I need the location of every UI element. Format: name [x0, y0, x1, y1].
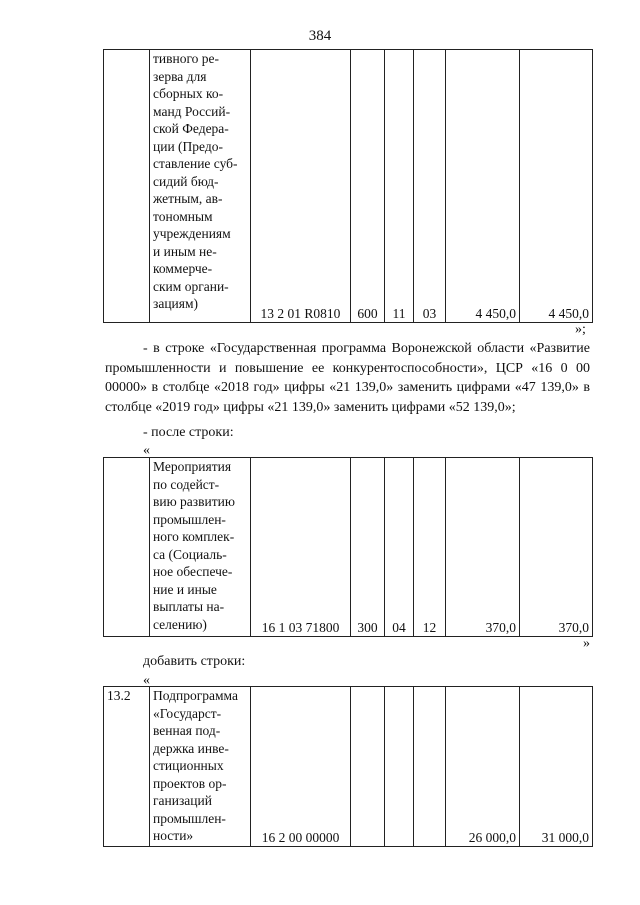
table-row: [104, 50, 593, 323]
paragraph-replace-figures: [105, 339, 590, 417]
amount-2018-cell: 370,0: [446, 458, 520, 637]
budget-table-3: [103, 686, 593, 847]
budget-table-2: [103, 457, 593, 637]
table-row: [104, 458, 593, 637]
rz-cell: 04: [385, 458, 414, 637]
amount-2019-cell: 4 450,0: [520, 50, 593, 323]
item-name-cell: тивного ре- зерва для сборных ко- манд Россий- ской Федера- ции (Предо- ставление суб- сидий бюд- жетным, ав- тономным учреждениям и иным не- коммерче- ским органи- зациям): [150, 50, 251, 323]
after-row-label: - после строки:: [143, 425, 234, 440]
vr-cell: 600: [351, 50, 385, 323]
csr-cell: 13 2 01 R0810: [251, 50, 351, 323]
csr-cell: 16 1 03 71800: [251, 458, 351, 637]
opening-quote: «: [143, 673, 150, 688]
closing-quote: »;: [575, 322, 586, 337]
row-number-cell: [104, 458, 150, 637]
vr-cell: [351, 687, 385, 847]
amount-2019-cell: 370,0: [520, 458, 593, 637]
vr-cell: 300: [351, 458, 385, 637]
closing-quote: »: [583, 636, 590, 651]
replace-instruction-text: - в строке «Государственная программа Воронежской области «Развитие промышленности и повышение ее конкурентоспособности», ЦСР «16 0 00 00000» в столбце «2018 год» цифры «21 139,0» заменить цифрами «47 139,0» в столбце «2019 год» цифры «21 139,0» заменить цифрами «52 139,0»;: [105, 341, 590, 415]
row-number-cell: 13.2: [104, 687, 150, 847]
row-number-cell: [104, 50, 150, 323]
csr-cell: 16 2 00 00000: [251, 687, 351, 847]
item-name-cell: Подпрограмма «Государст- венная под- держка инве- стиционных проектов ор- ганизаций промышлен- ности»: [150, 687, 251, 847]
page-number: 384: [308, 28, 332, 44]
table-row: [104, 687, 593, 847]
pr-cell: 03: [414, 50, 446, 323]
rz-cell: [385, 687, 414, 847]
amount-2018-cell: 4 450,0: [446, 50, 520, 323]
budget-table-1: [103, 49, 593, 323]
rz-cell: 11: [385, 50, 414, 323]
pr-cell: 12: [414, 458, 446, 637]
pr-cell: [414, 687, 446, 847]
opening-quote: «: [143, 443, 150, 458]
amount-2019-cell: 31 000,0: [520, 687, 593, 847]
item-name-cell: Мероприятия по содейст- вию развитию промышлен- ного комплек- са (Социаль- ное обеспече- ние и иные выплаты на- селению): [150, 458, 251, 637]
amount-2018-cell: 26 000,0: [446, 687, 520, 847]
add-rows-label: добавить строки:: [143, 654, 246, 669]
